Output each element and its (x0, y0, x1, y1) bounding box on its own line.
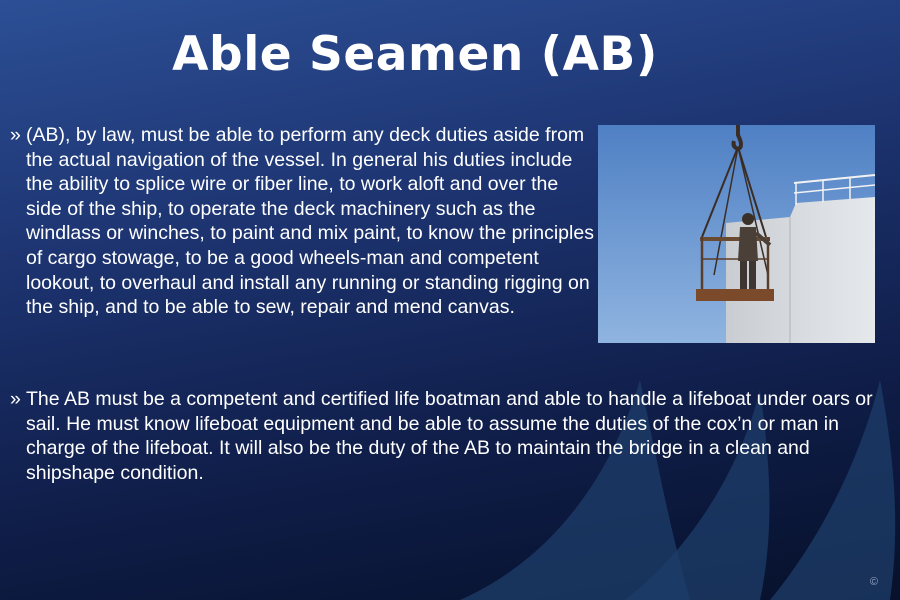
slide-title: Able Seamen (AB) (172, 27, 658, 82)
bullet-marker: » (10, 388, 21, 410)
photo-seaman-working-aloft (598, 125, 875, 343)
bullet-lifeboat-duties (10, 387, 890, 485)
bullet-ab-duties (10, 123, 596, 320)
bullet-text: (AB), by law, must be able to perform any deck duties aside from the actual navigation of the vessel. In general his duties include the ability to splice wire or fiber line, to work aloft and over the side of the ship, to operate the deck machinery such as the windlass or winches, to paint and mix paint, to know the principles of cargo stowage, to be a good wheels-man and competent lookout, to overhaul and install any running or standing rigging on the ship, and to be able to sew, repair and mend canvas. (26, 124, 594, 319)
copyright-mark: © (869, 576, 878, 588)
seaman-on-platform-image (598, 125, 875, 343)
bullet-text: The AB must be a competent and certified life boatman and able to handle a lifeboat under oars or sail. He must know lifeboat equipment and be able to assume the duties of the cox’n or man in charge of the lifeboat. It will also be the duty of the AB to maintain the bridge in a clean and shipshape condition. (26, 388, 873, 484)
bullet-marker: » (10, 124, 21, 146)
